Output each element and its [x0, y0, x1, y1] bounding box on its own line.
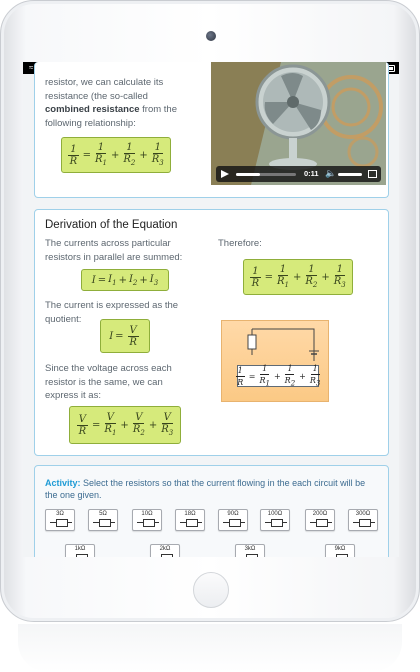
resistor-value: 5Ω: [99, 511, 107, 517]
parallel-circuit-diagram: [221, 320, 329, 402]
resistor-chip[interactable]: [235, 544, 265, 557]
resistor-chip[interactable]: [150, 544, 180, 557]
currents-summed-text: The currents across particular resistors in parallel are summed:: [45, 238, 183, 263]
current-sum-equation: I = $I_1$ + $I_2$ + $I_3$: [81, 269, 169, 291]
video-progress-fill: [236, 173, 260, 176]
resistor-chip[interactable]: [65, 544, 95, 557]
video-player[interactable]: [211, 62, 386, 185]
video-controls: [216, 166, 381, 182]
resistor-chip[interactable]: [175, 509, 205, 531]
resistor-value: 18Ω: [184, 511, 196, 517]
resistor-value: 1kΩ: [74, 546, 86, 552]
resistor-chip[interactable]: [260, 509, 290, 531]
resistor-symbol-icon: [93, 522, 115, 523]
combined-resistance-equation: $\frac{1}{R}$ = $\frac{1}{R_1}$ + $\frac{1}{R_2}$ + $\frac{1}{R_3}$: [61, 137, 171, 173]
resistor-value: 3kΩ: [244, 546, 256, 552]
resistance-card: [34, 62, 389, 198]
volume-slider[interactable]: [338, 173, 362, 176]
resistor-symbol-icon: [137, 522, 159, 523]
resistor-value: 3Ω: [56, 511, 64, 517]
voltage-equation: $\frac{V}{R}$ = $\frac{V}{R_1}$ + $\frac{V}{R_2}$ + $\frac{V}{R_3}$: [69, 406, 181, 444]
therefore-text: Therefore:: [218, 238, 262, 249]
current-quotient-text: The current is expressed as the quotient:: [45, 300, 179, 325]
resistor-chip[interactable]: [218, 509, 248, 531]
video-progress-track[interactable]: [236, 173, 296, 176]
resistor-chip[interactable]: [325, 544, 355, 557]
derivation-title: Derivation of the Equation: [45, 219, 178, 231]
circuit-formula: $\frac{1}{R}$ = $\frac{1}{R_1}$ + $\frac{1}{R_2}$ + $\frac{1}{R_3}$: [237, 363, 321, 388]
front-camera: [206, 31, 216, 41]
resistor-value: 9kΩ: [334, 546, 346, 552]
lesson-content[interactable]: [23, 74, 399, 557]
resistor-chip[interactable]: [132, 509, 162, 531]
activity-text: Select the resistors so that the current flowing in the each circuit will be the one given.: [45, 478, 366, 500]
home-button[interactable]: [193, 572, 229, 608]
resistor-value: 2kΩ: [159, 546, 171, 552]
volume-icon[interactable]: 🔈: [325, 168, 337, 178]
device-reflection: [18, 624, 402, 672]
play-button-icon[interactable]: [221, 170, 229, 178]
resistor-value: 300Ω: [355, 511, 371, 517]
current-quotient-equation: I = $\frac{V}{R}$: [100, 319, 150, 353]
resistor-symbol-icon: [223, 522, 245, 523]
video-time: 0:11: [304, 169, 319, 178]
resistor-symbol-icon: [310, 522, 332, 523]
resistor-value: 200Ω: [312, 511, 328, 517]
resistor-value: 100Ω: [267, 511, 283, 517]
resistor-symbol-icon: [50, 522, 72, 523]
resistor-chip[interactable]: [45, 509, 75, 531]
resistor-chip[interactable]: [305, 509, 335, 531]
resistor-symbol-icon: [265, 522, 287, 523]
activity-label: Activity:: [45, 478, 81, 488]
combined-resistance-term: combined resistance: [45, 104, 140, 115]
voltage-same-text: Since the voltage across each resistor is the same, we can express it as:: [45, 363, 172, 401]
fullscreen-icon[interactable]: [368, 170, 377, 178]
resistor-value: 90Ω: [227, 511, 239, 517]
resistor-chip[interactable]: [88, 509, 118, 531]
resistance-intro: resistor, we can calculate its resistance (the so-called combined resistance from the following relationship:: [45, 77, 178, 129]
resistor-value: 10Ω: [141, 511, 153, 517]
wifi-icon: ≈: [29, 63, 34, 72]
therefore-equation: $\frac{1}{R}$ = $\frac{1}{R_1}$ + $\frac{1}{R_2}$ + $\frac{1}{R_3}$: [243, 259, 353, 295]
resistor-symbol-icon: [353, 522, 375, 523]
resistor-symbol-icon: [180, 522, 202, 523]
derivation-card: [34, 209, 389, 456]
tablet-screen: [23, 62, 399, 557]
circuit-schematic: [222, 321, 330, 365]
activity-card: [34, 465, 389, 557]
resistor-chip[interactable]: [348, 509, 378, 531]
activity-instructions: [45, 477, 375, 501]
